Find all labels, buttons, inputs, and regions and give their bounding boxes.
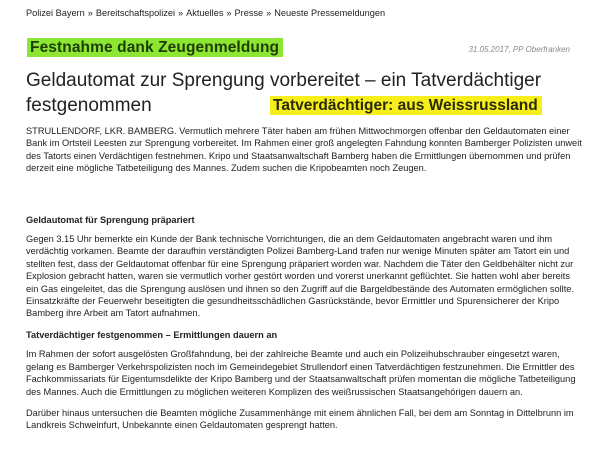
breadcrumb-separator: »	[266, 8, 272, 18]
section-heading-festnahme: Tatverdächtiger festgenommen – Ermittlungen dauern an	[26, 329, 278, 340]
section-paragraph: Gegen 3.15 Uhr bemerkte ein Kunde der Bank technische Vorrichtungen, die an dem Geldautomaten angebracht waren und ihm verdächtig vorkamen. Beamte der daraufhin verständigten Polizei Bamberg-Land trafen nur wenige Minuten später am Tatort ein und stellten fest, dass der Geldautomat offenbar für eine Sprengung präpariert worden war. Nachdem die Täter den Geldbehälter nicht zur Explosion gebracht hatten, waren sie vermutlich vorher gestört worden und vorerst unerkannt geflüchtet. Sie hatten wohl aber bereits ein Gas eingeleitet, das die Sprengung auslösen und ihnen so den Zugriff auf die Bargeldbestände des Automaten ermöglichen sollte. Einsatzkräfte der Feuerwehr beseitigten die gesundheitsschädlichen Gasrückstände, bevor Ermittler und Spurensicherer der Kripo Bamberg ihre Arbeit am Tatort aufnahmen.	[26, 234, 575, 319]
breadcrumb-item-neueste-pressemeldungen[interactable]: Neueste Pressemeldungen	[274, 8, 386, 18]
section-paragraph: Darüber hinaus untersuchen die Beamten mögliche Zusammenhänge mit einem ähnlichen Fall, bei dem am Sonntag in Dittelbrunn im Landkreis Schweinfurt, Unbekannte einen Geldautomaten gesprengt hatten.	[26, 407, 574, 431]
breadcrumb-separator: »	[87, 8, 93, 18]
breadcrumb-item-presse[interactable]: Presse	[234, 8, 264, 18]
section-paragraph: Im Rahmen der sofort ausgelösten Großfahndung, bei der zahlreiche Beamte und auch ein Polizeihubschrauber eingesetzt waren, gelang es Bamberger Verkehrspolizisten noch im Gemeindegebiet Strullendorf einen Tatverdächtigen festzunehmen. Die Ermittler des Fachkommissariats für Eigentumsdelikte der Kripo Bamberg und der Staatsanwaltschaft prüfen momentan die mögliche Tatbeteiligung des Mannes. Auch die Ermittlungen zu möglichen weiteren Komplizen des weißrussischen Staatsangehörigen dauern an.	[26, 349, 576, 397]
article-lead: STRULLENDORF, LKR. BAMBERG. Vermutlich mehrere Täter haben am frühen Mittwochmorgen offenbar den Geldautomaten einer Bank im Ortsteil Leesten zur Sprengung vorbereitet. Im Rahmen einer groß angelegten Fahndung konnten Bamberger Polizisten unweit des Tatorts einen Verdächtigen festnehmen. Kripo und Staatsanwaltschaft Bamberg haben die Ermittlungen übernommen und prüfen derzeit eine mögliche Tatbeteiligung des Mannes. Zudem suchen die Kripobeamten noch Zeugen.	[26, 126, 582, 174]
yellow-highlight-label: Tatverdächtiger: aus Weissrussland	[270, 96, 542, 115]
breadcrumb-item-bereitschaftspolizei[interactable]: Bereitschaftspolizei	[95, 8, 176, 18]
section-heading-geldautomat: Geldautomat für Sprengung präpariert	[26, 214, 195, 225]
breadcrumb	[26, 8, 385, 18]
article-body	[26, 125, 584, 441]
breadcrumb-separator: »	[226, 8, 232, 18]
breadcrumb-item-aktuelles[interactable]: Aktuelles	[186, 8, 224, 18]
breadcrumb-item-polizei-bayern[interactable]: Polizei Bayern	[26, 8, 85, 18]
article-title: Geldautomat zur Sprengung vorbereitet – ein Tatverdächtiger festgenommen	[26, 70, 542, 116]
breadcrumb-separator: »	[178, 8, 184, 18]
article-date-source: 31.05.2017, PP Oberfranken	[468, 45, 570, 54]
green-highlight-label: Festnahme dank Zeugenmeldung	[27, 38, 283, 57]
